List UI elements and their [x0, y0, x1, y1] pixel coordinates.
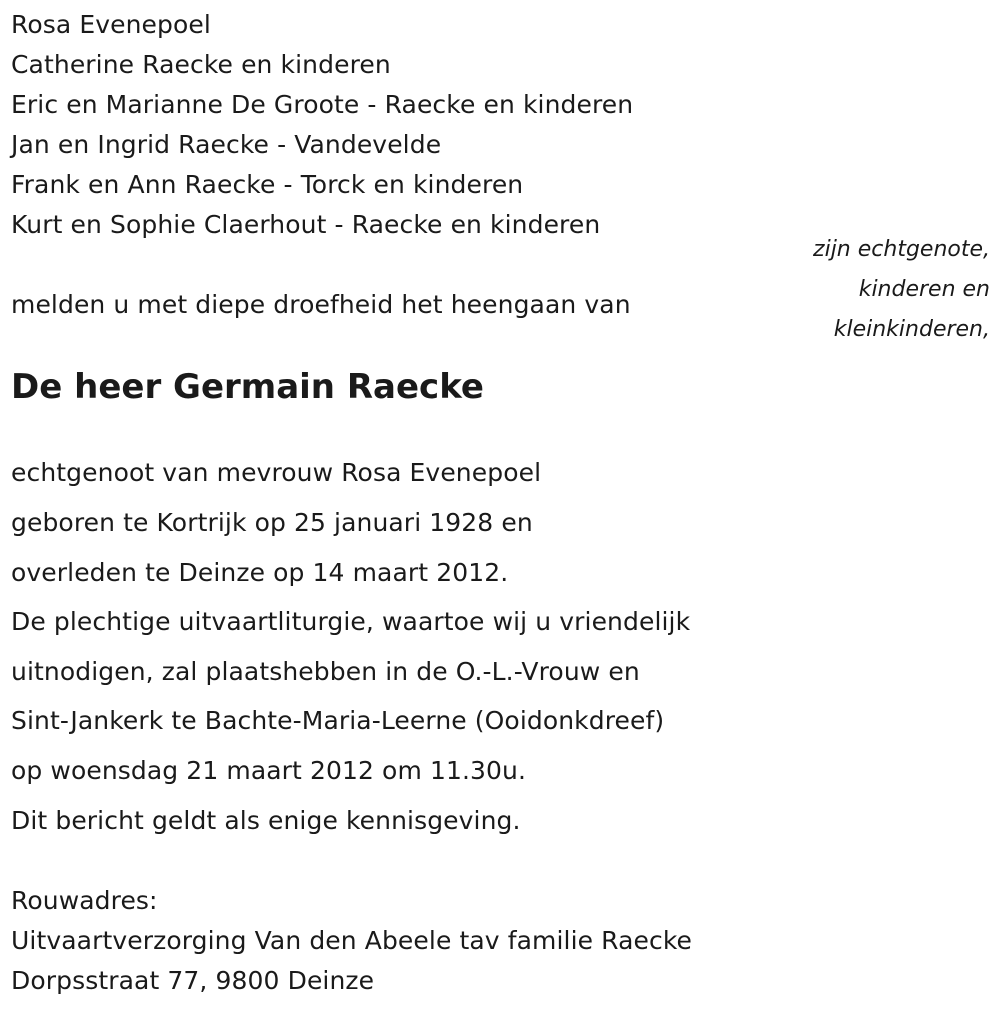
family-line: Jan en Ingrid Raecke - Vandevelde [11, 130, 442, 159]
family-line: Eric en Marianne De Groote - Raecke en kinderen [11, 90, 634, 119]
detail-line: uitnodigen, zal plaatshebben in de O.-L.-Vrouw en [11, 657, 640, 686]
family-line: Kurt en Sophie Claerhout - Raecke en kinderen [11, 210, 601, 239]
family-line: Frank en Ann Raecke - Torck en kinderen [11, 170, 524, 199]
detail-line: geboren te Kortrijk op 25 januari 1928 en [11, 508, 533, 537]
detail-line: echtgenoot van mevrouw Rosa Evenepoel [11, 458, 542, 487]
detail-line: overleden te Deinze op 14 maart 2012. [11, 558, 509, 587]
address-label: Rouwadres: [11, 886, 158, 915]
deceased-name: De heer Germain Raecke [11, 367, 484, 407]
detail-line: Sint-Jankerk te Bachte-Maria-Leerne (Ooidonkdreef) [11, 706, 665, 735]
family-line: Rosa Evenepoel [11, 10, 211, 39]
side-note-line: kleinkinderen, [833, 317, 990, 342]
address-line: Dorpsstraat 77, 9800 Deinze [11, 966, 375, 995]
announcement-text: melden u met diepe droefheid het heengaan van [11, 290, 631, 319]
side-note-line: kinderen en [858, 277, 990, 302]
side-note-line: zijn echtgenote, [813, 237, 990, 262]
address-line: Uitvaartverzorging Van den Abeele tav familie Raecke [11, 926, 693, 955]
detail-line: De plechtige uitvaartliturgie, waartoe wij u vriendelijk [11, 607, 691, 636]
detail-line: Dit bericht geldt als enige kennisgeving. [11, 806, 521, 835]
family-line: Catherine Raecke en kinderen [11, 50, 391, 79]
detail-line: op woensdag 21 maart 2012 om 11.30u. [11, 756, 527, 785]
